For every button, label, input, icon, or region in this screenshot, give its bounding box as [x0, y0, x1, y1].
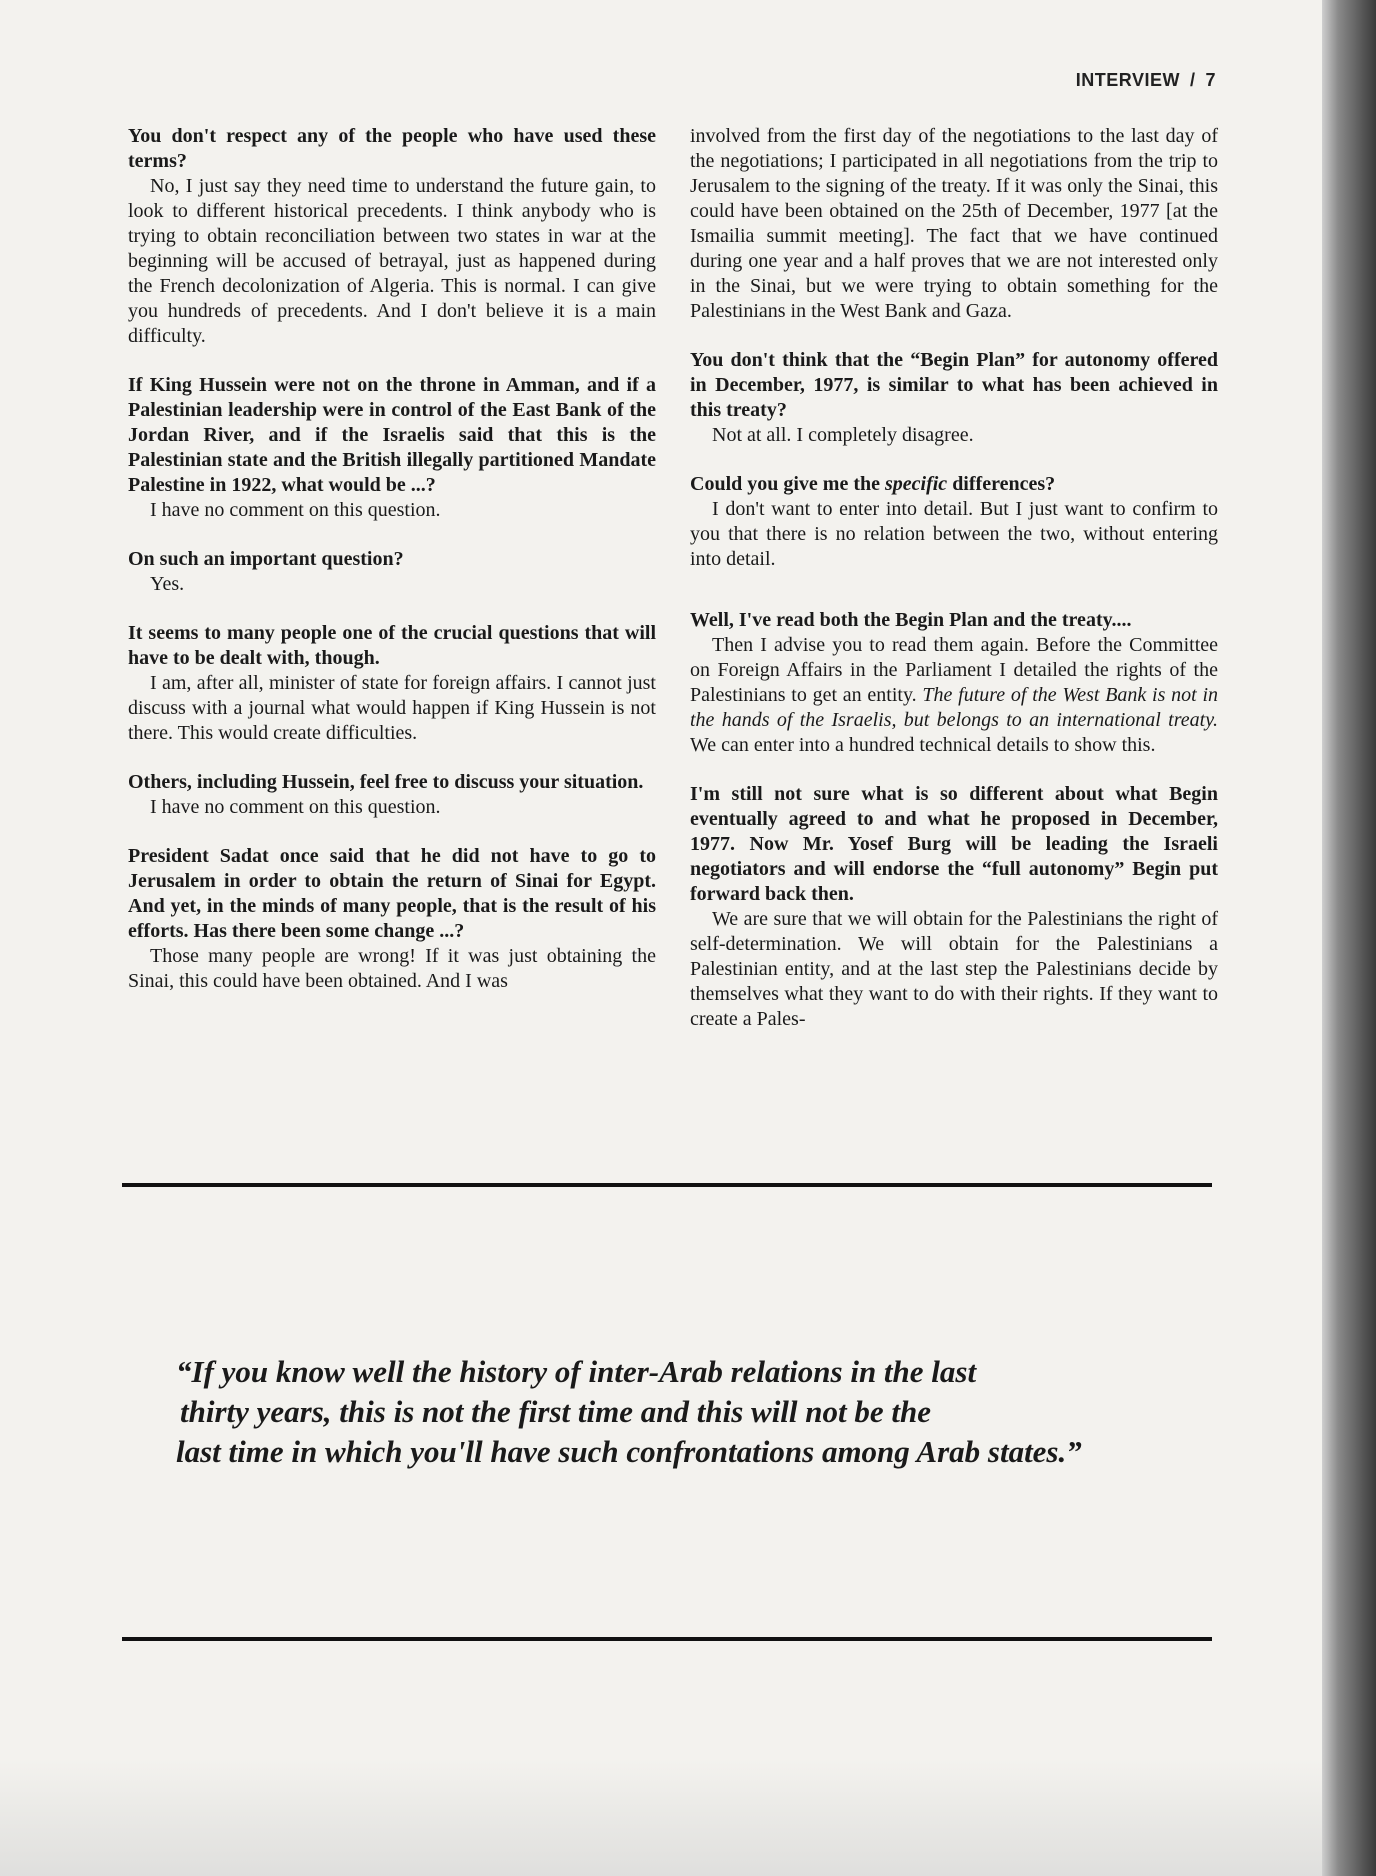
question: President Sadat once said that he did not have to go to Jerusalem in order to obtain the return of Sinai for Egypt. And yet, in the minds of many people, that is the result of his efforts. Has there been some change ...? — [128, 845, 656, 942]
qa-block — [690, 608, 1218, 758]
right-column — [690, 124, 1218, 1056]
answer-text: We can enter into a hundred technical details to show this. — [690, 734, 1156, 756]
answer: involved from the first day of the negotiations to the last day of the negotiations; I participated in all negotiations from the trip to Jerusalem to the signing of the treaty. If it was only the Sinai, this could have been obtained on the 25th of December, 1977 [at the Ismailia summit meeting]. The fact that we have continued during one year and a half proves that we are not interested only in the Sinai, but we were trying to obtain something for the Palestinians in the West Bank and Gaza. — [690, 125, 1218, 322]
answer: Yes. — [150, 573, 185, 595]
continued-answer — [690, 124, 1218, 324]
pull-quote-line: last time in which you'll have such confrontations among Arab states.” — [176, 1434, 1082, 1469]
qa-block — [128, 844, 656, 994]
question: On such an important question? — [128, 548, 404, 570]
question: If King Hussein were not on the throne in Amman, and if a Palestinian leadership were in control of the East Bank of the Jordan River, and if the Israelis said that this is the Palestinian state and the British illegally partitioned Mandate Palestine in 1922, what would be ...? — [128, 374, 656, 496]
qa-block — [128, 373, 656, 523]
page-number: 7 — [1205, 70, 1216, 90]
pull-quote — [176, 1352, 1196, 1472]
answer: I have no comment on this question. — [150, 499, 441, 521]
page-edge-shadow — [1322, 0, 1376, 1876]
pull-quote-top-rule — [122, 1183, 1212, 1187]
question: Others, including Hussein, feel free to discuss your situation. — [128, 771, 644, 793]
qa-block — [128, 547, 656, 597]
answer: Not at all. I completely disagree. — [712, 424, 974, 446]
answer-text: Then I advise you to read them again. Before the Committee on Foreign Affairs in the Parliament I detailed the rights of the Palestinians to get an entity. — [690, 634, 1218, 706]
answer — [690, 633, 1218, 758]
question: Well, I've read both the Begin Plan and the treaty.... — [690, 609, 1132, 631]
qa-block — [690, 472, 1218, 572]
pull-quote-line: “If you know well the history of inter-Arab relations in the last — [176, 1354, 977, 1389]
question-text: differences? — [947, 473, 1056, 495]
answer: I have no comment on this question. — [150, 796, 441, 818]
qa-block — [690, 348, 1218, 448]
answer: I don't want to enter into detail. But I just want to confirm to you that there is no relation between the two, without entering into detail. — [690, 498, 1218, 570]
answer: Those many people are wrong! If it was just obtaining the Sinai, this could have been obtained. And I was — [128, 945, 656, 992]
qa-block — [690, 782, 1218, 1032]
pull-quote-line: thirty years, this is not the first time and this will not be the — [180, 1394, 932, 1429]
question — [690, 472, 1218, 497]
answer: We are sure that we will obtain for the Palestinians the right of self-determination. We will obtain for the Palestinians a Palestinian entity, and at the last step the Palestinians decide by themselves what they want to do with their rights. If they want to create a Pales- — [690, 908, 1218, 1030]
qa-block — [128, 770, 656, 820]
answer: No, I just say they need time to understand the future gain, to look to different historical precedents. I think anybody who is trying to obtain reconciliation between two states in war at the beginning will be accused of betrayal, just as happened during the French decolonization of Algeria. This is normal. I can give you hundreds of precedents. And I don't believe it is a main difficulty. — [128, 175, 656, 347]
question: It seems to many people one of the crucial questions that will have to be dealt with, though. — [128, 622, 656, 669]
page-edge-shading — [0, 1760, 1322, 1876]
qa-block — [128, 621, 656, 746]
question: I'm still not sure what is so different about what Begin eventually agreed to and what he proposed in December, 1977. Now Mr. Yosef Burg will be leading the Israeli negotiators and will endorse the “full autonomy” Begin put forward back then. — [690, 783, 1218, 905]
question: You don't think that the “Begin Plan” for autonomy offered in December, 1977, is similar to what has been achieved in this treaty? — [690, 349, 1218, 421]
left-column — [128, 124, 656, 1018]
question: You don't respect any of the people who have used these terms? — [128, 125, 656, 172]
question-text: Could you give me the — [690, 473, 885, 495]
answer-emphasis: The future of the West Bank is not in the hands of the Israelis, but belongs to an international treaty. — [690, 684, 1218, 731]
pull-quote-bottom-rule — [122, 1637, 1212, 1641]
section-title: INTERVIEW — [1075, 70, 1180, 90]
header-separator: / — [1189, 70, 1196, 90]
qa-block — [128, 124, 656, 349]
answer: I am, after all, minister of state for foreign affairs. I cannot just discuss with a journal what would happen if King Hussein is not there. This would create difficulties. — [128, 672, 656, 744]
question-emphasis: specific — [885, 473, 948, 495]
running-head — [1076, 70, 1216, 91]
